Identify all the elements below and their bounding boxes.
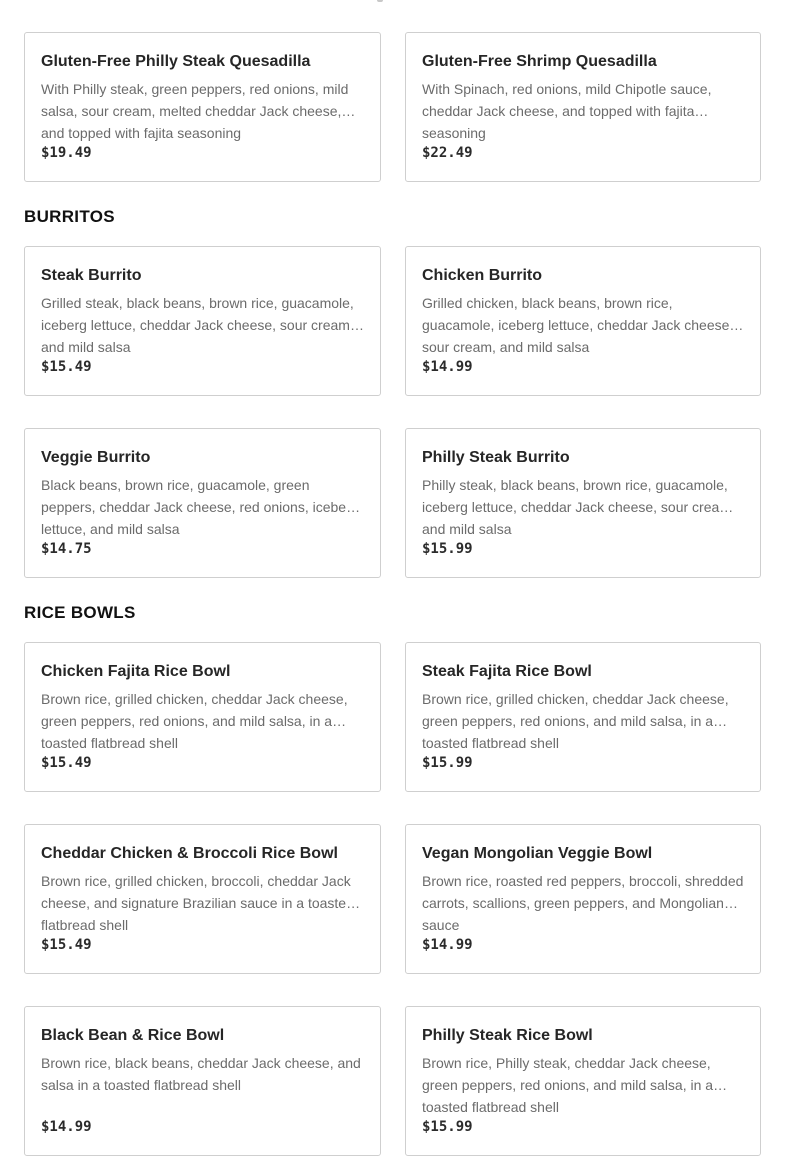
menu-item-description: Brown rice, grilled chicken, broccoli, cheddar Jack cheese, and signature Brazilian sauce in a toasted flatbread shell: [41, 873, 354, 933]
menu-item-card[interactable]: [24, 246, 381, 396]
menu-item-name: Vegan Mongolian Veggie Bowl: [422, 845, 653, 862]
menu-item-price: $14.75: [41, 541, 92, 557]
menu-item-price: $14.99: [41, 1119, 92, 1135]
menu-item-card[interactable]: [405, 428, 761, 578]
menu-item-price: $15.49: [41, 359, 92, 375]
divider-mark: [377, 0, 383, 2]
menu-item-price: $14.99: [422, 359, 473, 375]
previous-content-edge: [0, 0, 785, 8]
menu-item-name: Steak Burrito: [41, 267, 142, 284]
menu-item-description: Brown rice, black beans, cheddar Jack cheese, and salsa in a toasted flatbread shell: [41, 1055, 361, 1093]
menu-item-name: Chicken Fajita Rice Bowl: [41, 663, 231, 680]
section-title-rice-bowls: RICE BOWLS: [24, 603, 136, 622]
menu-item-card[interactable]: [24, 824, 381, 974]
menu-item-description: Black beans, brown rice, guacamole, green peppers, cheddar Jack cheese, red onions, iceberg lettuce, and mild salsa: [41, 477, 359, 537]
menu-item-name: Veggie Burrito: [41, 449, 151, 466]
menu-item-price: $22.49: [422, 145, 473, 161]
menu-item-price: $14.99: [422, 937, 473, 953]
menu-item-name: Chicken Burrito: [422, 267, 543, 284]
menu-item-price: $15.99: [422, 755, 473, 771]
menu-item-price: $19.49: [41, 145, 92, 161]
menu-item-price: $15.99: [422, 541, 473, 557]
menu-item-description: Brown rice, grilled chicken, cheddar Jack cheese, green peppers, red onions, and mild salsa, in a toasted flatbread shell: [422, 691, 729, 751]
menu-item-name: Cheddar Chicken & Broccoli Rice Bowl: [41, 845, 338, 862]
menu-item-name: Philly Steak Burrito: [422, 449, 570, 466]
menu-item-description: Grilled chicken, black beans, brown rice, guacamole, iceberg lettuce, cheddar Jack cheese, sour cream, and mild salsa: [422, 295, 734, 355]
menu-item-price: $15.49: [41, 755, 92, 771]
menu-item-card[interactable]: [24, 428, 381, 578]
menu-item-card[interactable]: [24, 642, 381, 792]
menu-item-description: Brown rice, Philly steak, cheddar Jack cheese, green peppers, red onions, and mild salsa, in a toasted flatbread shell: [422, 1055, 714, 1115]
menu-item-card[interactable]: [405, 246, 761, 396]
menu-item-price: $15.49: [41, 937, 92, 953]
menu-item-card[interactable]: [405, 1006, 761, 1156]
menu-item-name: Gluten-Free Philly Steak Quesadilla: [41, 53, 311, 70]
menu-item-card[interactable]: [405, 642, 761, 792]
menu-item-description: Brown rice, grilled chicken, cheddar Jack cheese, green peppers, red onions, and mild salsa, in a toasted flatbread shell: [41, 691, 348, 751]
menu-item-description: Philly steak, black beans, brown rice, guacamole, iceberg lettuce, cheddar Jack cheese, sour cream, and mild salsa: [422, 477, 735, 537]
menu-item-description: With Philly steak, green peppers, red onions, mild salsa, sour cream, melted cheddar Jack cheese, and topped with fajita seasoning: [41, 81, 349, 141]
menu-item-name: Steak Fajita Rice Bowl: [422, 663, 592, 680]
menu-item-card[interactable]: [24, 1006, 381, 1156]
menu-item-card[interactable]: [405, 32, 761, 182]
menu-item-description: Grilled steak, black beans, brown rice, guacamole, iceberg lettuce, cheddar Jack cheese, sour cream, and mild salsa: [41, 295, 354, 355]
menu-item-card[interactable]: [24, 32, 381, 182]
menu-item-description: Brown rice, roasted red peppers, broccoli, shredded carrots, scallions, green peppers, and Mongolian sauce: [422, 873, 744, 933]
section-title-burritos: BURRITOS: [24, 207, 115, 226]
menu-item-description: With Spinach, red onions, mild Chipotle sauce, cheddar Jack cheese, and topped with fajita seasoning: [422, 81, 712, 141]
menu-item-name: Gluten-Free Shrimp Quesadilla: [422, 53, 657, 70]
menu-item-price: $15.99: [422, 1119, 473, 1135]
menu-item-name: Black Bean & Rice Bowl: [41, 1027, 225, 1044]
menu-item-name: Philly Steak Rice Bowl: [422, 1027, 593, 1044]
menu-item-card[interactable]: [405, 824, 761, 974]
